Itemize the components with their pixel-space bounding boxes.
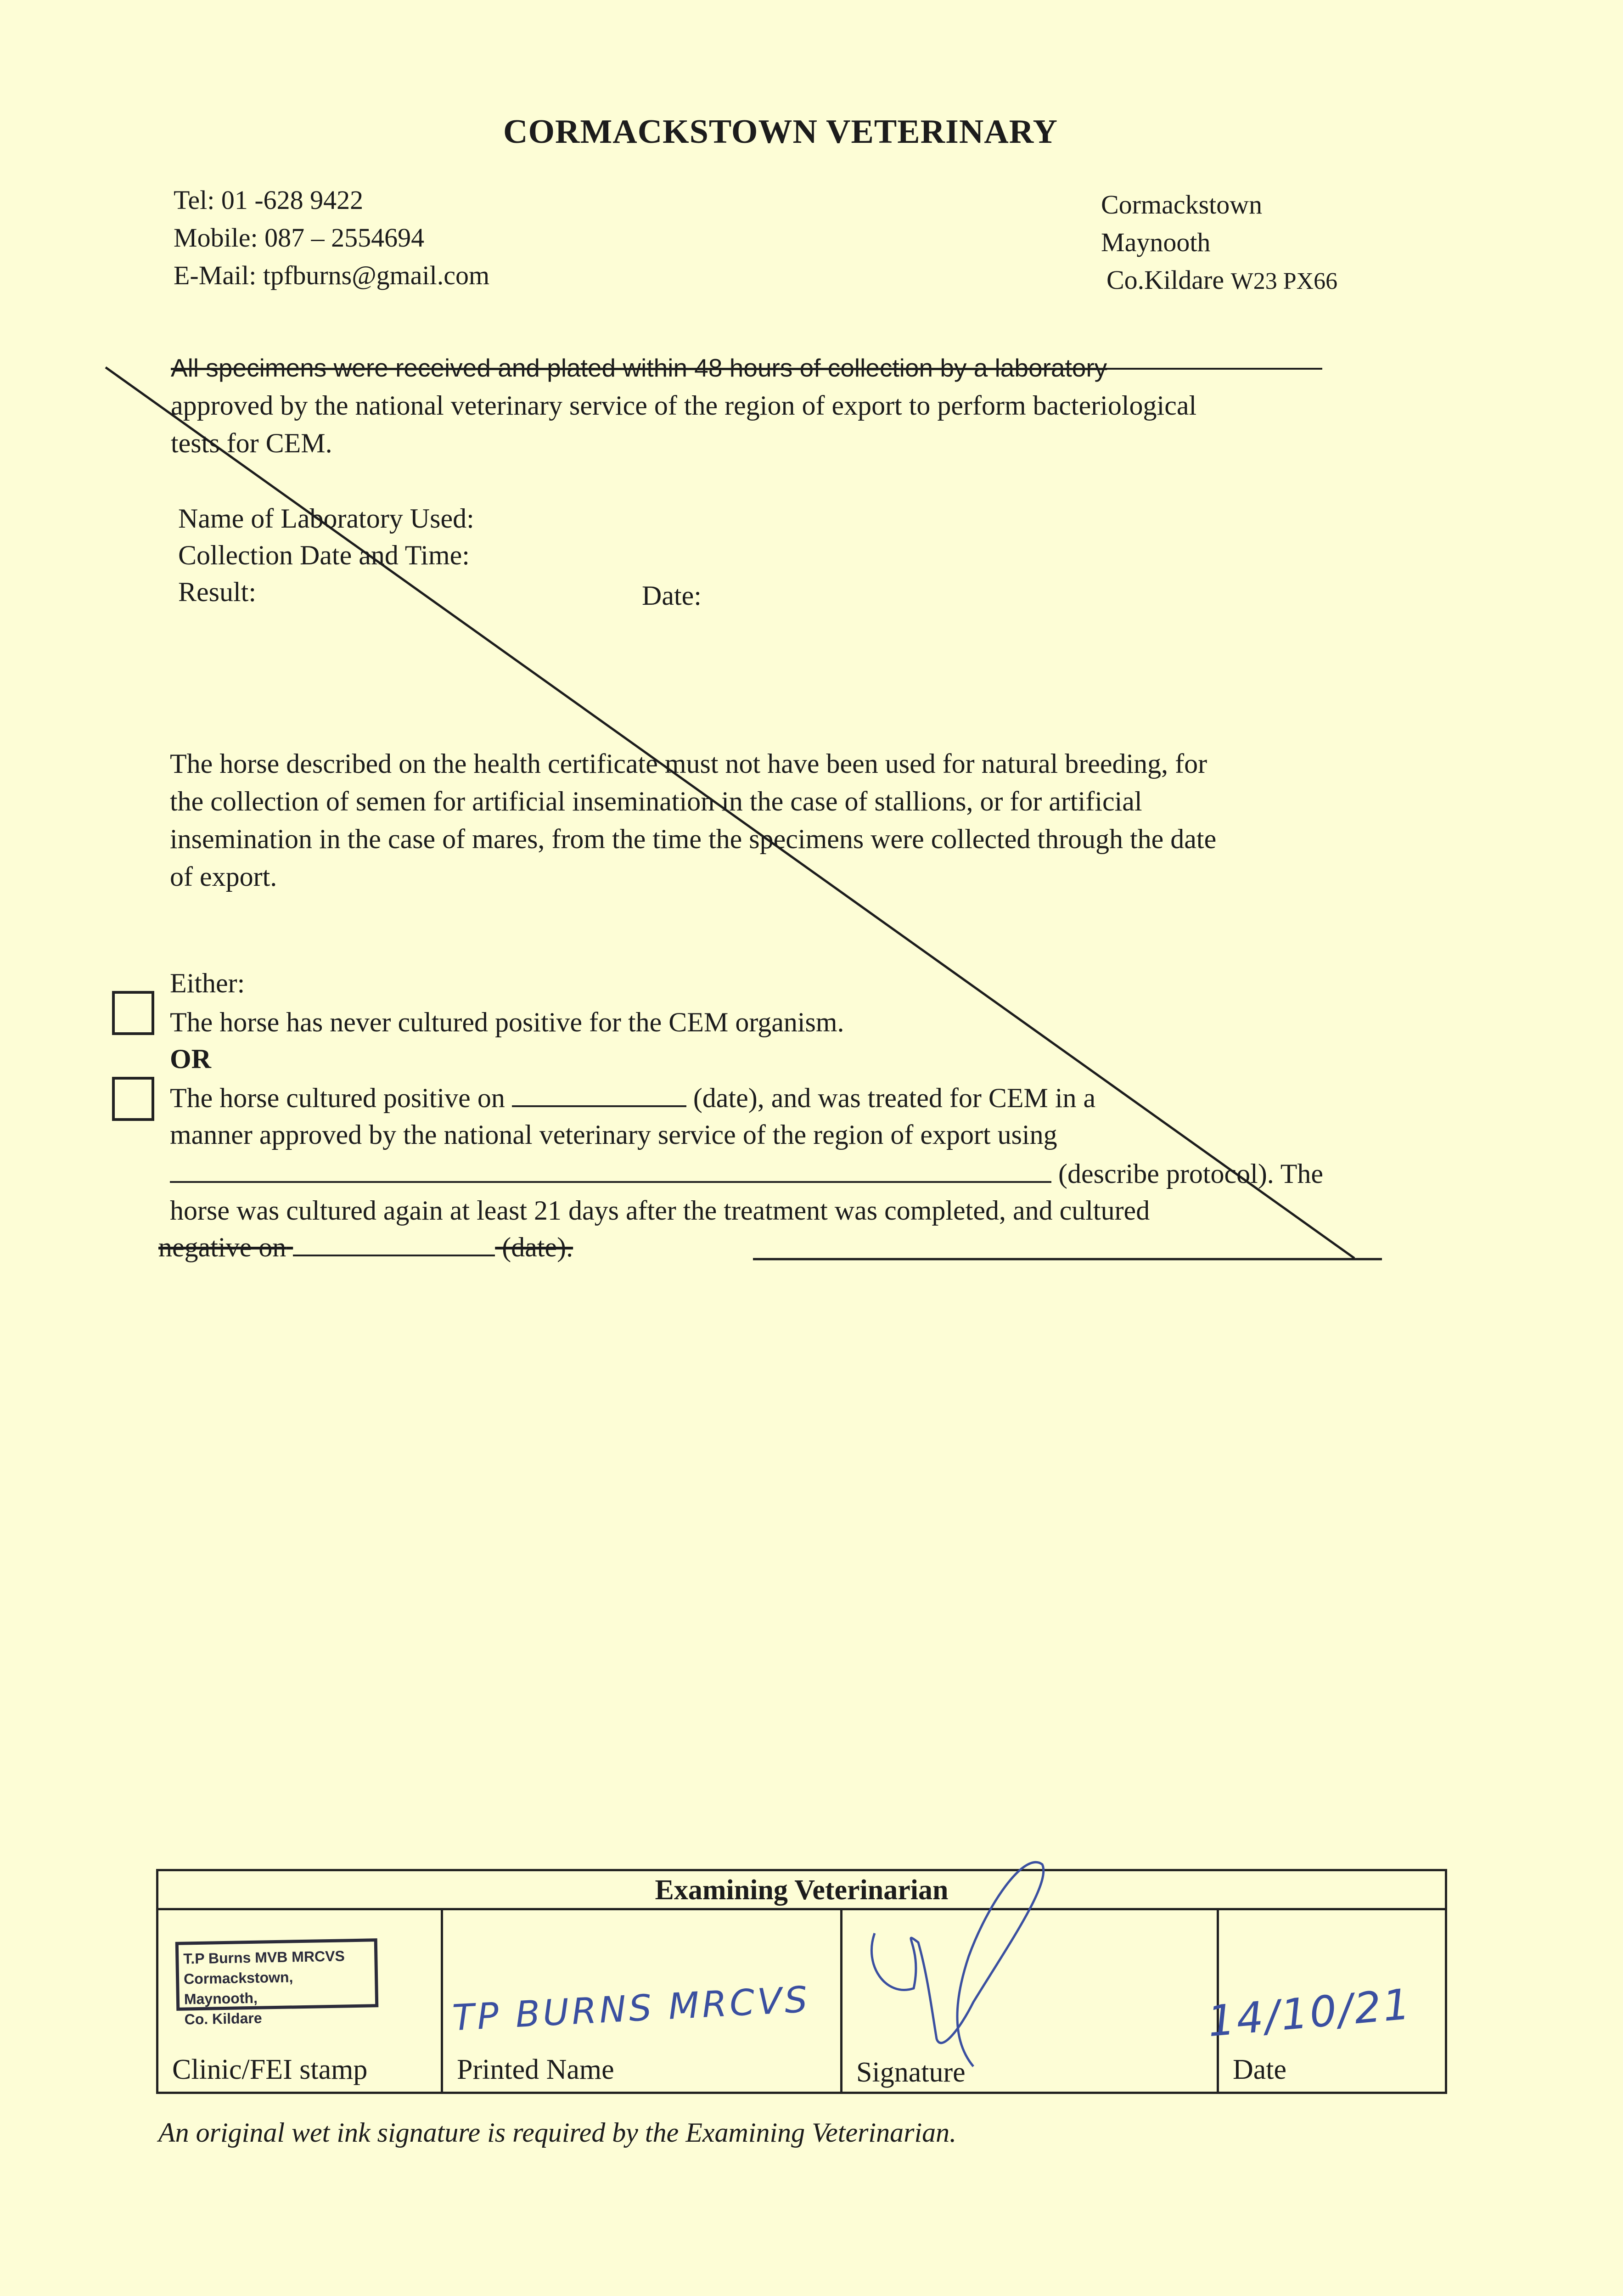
letterhead-title: CORMACKSTOWN VETERINARY	[503, 113, 1058, 151]
email: E-Mail: tpfburns@gmail.com	[174, 260, 490, 290]
stamp-line-2: Cormackstown, Maynooth,	[183, 1969, 293, 2008]
option-never-positive-text: The horse has never cultured positive for the CEM organism.	[170, 1007, 844, 1037]
option-cultured-positive-line-4: horse was cultured again at least 21 days after the treatment was completed, and cultured	[170, 1195, 1150, 1226]
or-label: OR	[170, 1044, 211, 1074]
mobile: Mobile: 087 – 2554694	[174, 223, 425, 253]
wet-ink-signature-note: An original wet ink signature is required by the Examining Veterinarian.	[158, 2117, 957, 2148]
breeding-line-1: The horse described on the health certificate must not have been used for natural breeding, for	[170, 748, 1207, 779]
lab-name-label: Name of Laboratory Used:	[178, 503, 474, 534]
negative-date-suffix: (date).	[502, 1232, 573, 1262]
specimens-line-3: tests for CEM.	[171, 428, 332, 458]
specimens-line-2: approved by the national veterinary service of the region of export to perform bacteriological	[171, 390, 1197, 421]
table-heading: Examining Veterinarian	[158, 1871, 1445, 1910]
stamp-line-1: T.P Burns MVB MRCVS	[183, 1947, 345, 1967]
date-label: Date	[1233, 2054, 1287, 2085]
signature-stroke	[871, 1862, 1043, 2066]
treated-for-cem-text: (date), and was treated for CEM in a	[693, 1083, 1096, 1113]
breeding-line-2: the collection of semen for artificial insemination in the case of stallions, or for artificial	[170, 786, 1142, 816]
address-line-1: Cormackstown	[1101, 190, 1263, 219]
telephone: Tel: 01 -628 9422	[174, 185, 364, 215]
address-postcode: W23 PX66	[1230, 268, 1338, 294]
stamp-line-3: Co. Kildare	[184, 2009, 262, 2028]
address-line-2: Maynooth	[1101, 227, 1211, 257]
breeding-line-3: insemination in the case of mares, from the time the specimens were collected through the date	[170, 824, 1217, 854]
cultured-positive-on-text: The horse cultured positive on	[170, 1083, 505, 1113]
specimens-line-1: All specimens were received and plated within 48 hours of collection by a laboratory	[171, 354, 1107, 382]
handwritten-date: 14/10/21	[1206, 1979, 1414, 2047]
signature-label: Signature	[856, 2057, 966, 2088]
handwritten-printed-name: TP BURNS MRCVS	[451, 1979, 811, 2039]
either-label: Either:	[170, 968, 245, 998]
address-town: Co.Kildare	[1106, 265, 1231, 295]
result-date-label: Date:	[642, 580, 702, 611]
describe-protocol-text: (describe protocol). The	[1058, 1159, 1324, 1189]
stamp-cell-label: Clinic/FEI stamp	[172, 2054, 368, 2085]
collection-date-label: Collection Date and Time:	[178, 540, 470, 570]
breeding-line-4: of export.	[170, 861, 277, 892]
negative-on-text: negative on	[158, 1232, 286, 1262]
option-cultured-positive-line-2: manner approved by the national veterinary service of the region of export using	[170, 1120, 1057, 1150]
printed-name-label: Printed Name	[457, 2054, 614, 2085]
result-label: Result:	[178, 577, 257, 607]
